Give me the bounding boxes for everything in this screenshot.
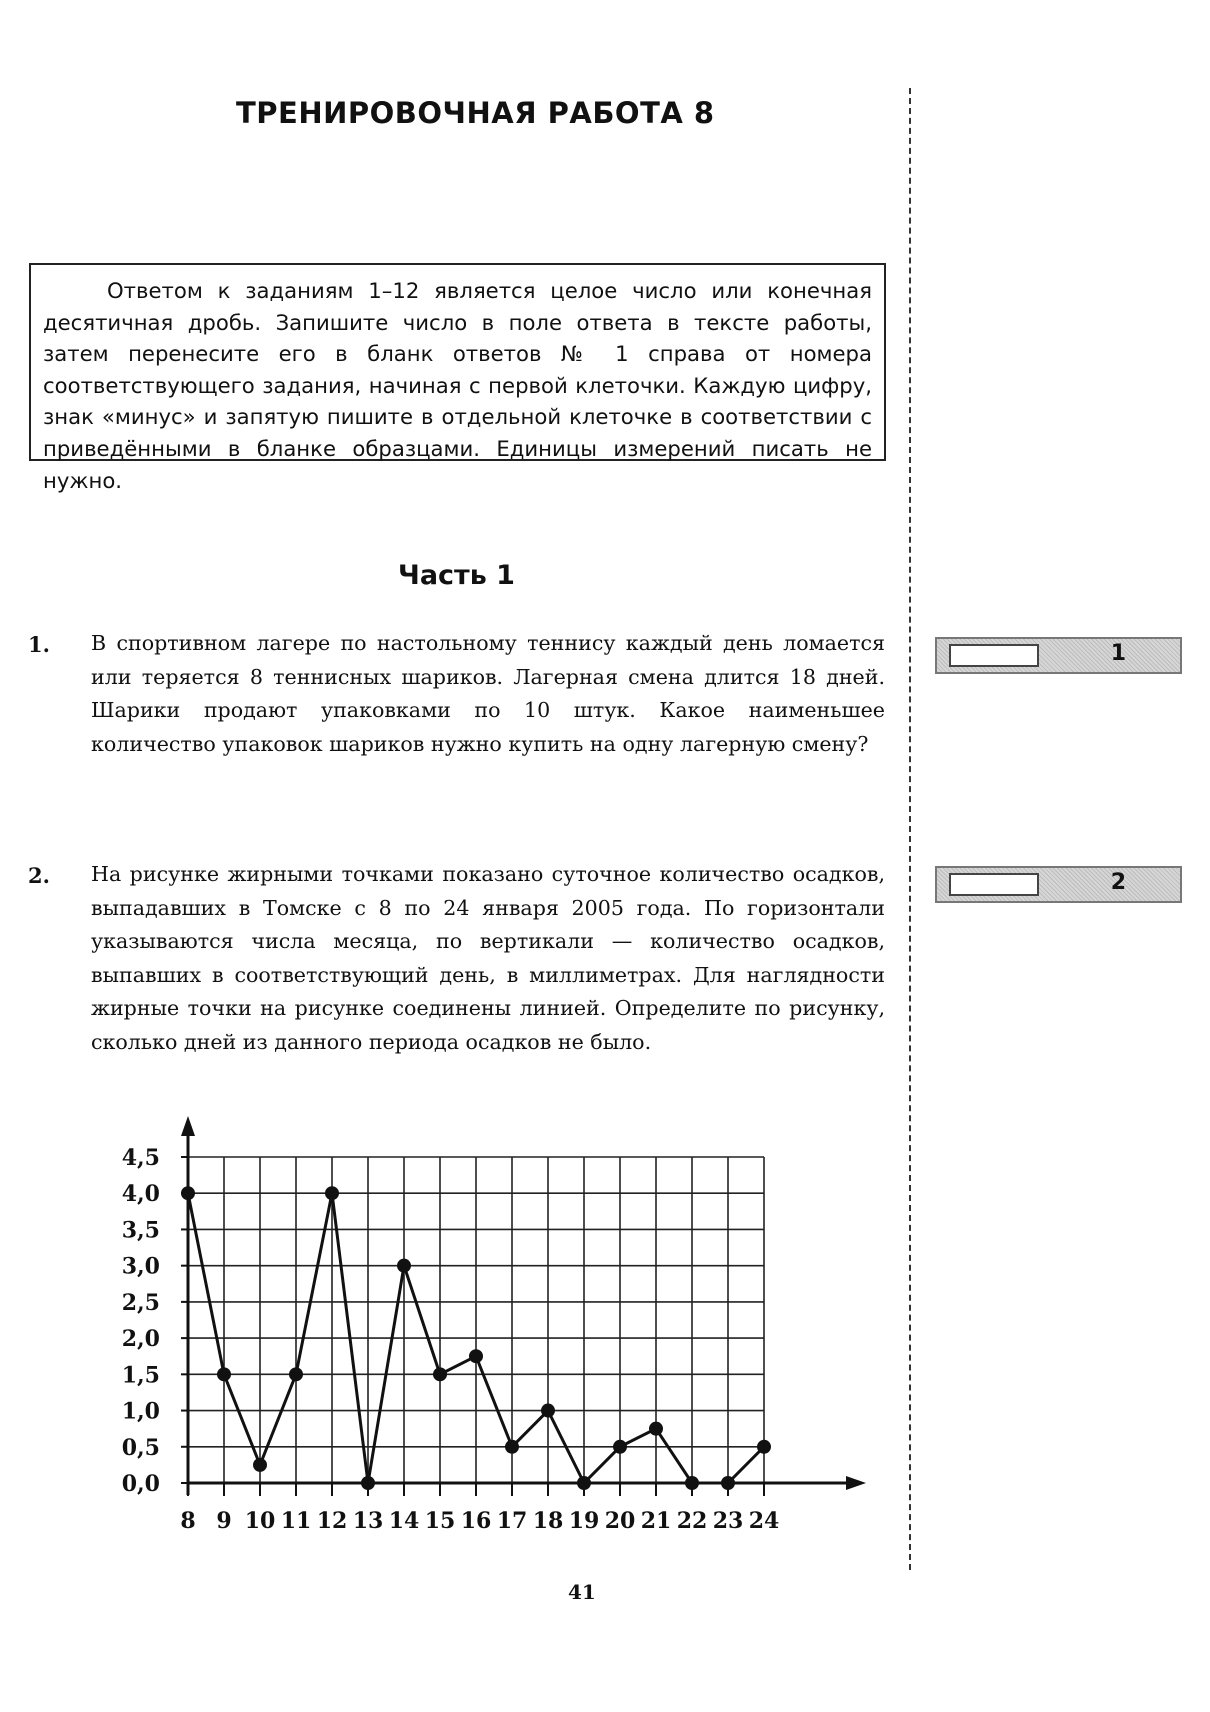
data-point: [613, 1440, 627, 1454]
data-point: [361, 1476, 375, 1490]
y-tick-label: 4,0: [121, 1181, 160, 1208]
part-heading: Часть 1: [398, 560, 515, 591]
data-point: [217, 1367, 231, 1381]
x-tick-label: 22: [676, 1508, 708, 1534]
y-tick-label: 2,0: [121, 1326, 160, 1353]
data-point: [289, 1367, 303, 1381]
data-point: [325, 1186, 339, 1200]
data-point: [649, 1422, 663, 1436]
answer-box-2-label: 2: [1110, 870, 1126, 895]
task-2-number: 2.: [28, 863, 50, 888]
y-tick-label: 0,0: [121, 1471, 160, 1497]
data-point: [469, 1349, 483, 1363]
task-1-text: В спортивном лагере по настольному теннису каждый день ломается или теряется 8 теннисных шариков. Лагерная смена длится 18 дней. Шарики продают упаковками по 10 штук. Какое наименьшее количество упаковок шариков нужно купить на одну лагерную смену?: [91, 631, 885, 756]
x-tick-label: 14: [388, 1508, 420, 1534]
y-tick-label: 4,5: [121, 1145, 160, 1171]
y-tick-label: 3,5: [121, 1217, 160, 1244]
x-tick-label: 24: [748, 1508, 780, 1534]
y-axis-arrow: [181, 1116, 195, 1136]
x-tick-label: 19: [568, 1508, 600, 1534]
y-tick-label: 3,0: [121, 1253, 160, 1280]
data-point: [757, 1440, 771, 1454]
data-point: [505, 1440, 519, 1454]
x-tick-label: 15: [424, 1508, 456, 1534]
y-tick-label: 1,0: [121, 1398, 160, 1425]
data-point: [397, 1259, 411, 1273]
page-title: ТРЕНИРОВОЧНАЯ РАБОТА 8: [236, 96, 715, 130]
page-number: 41: [568, 1580, 596, 1604]
x-tick-label: 12: [316, 1508, 348, 1534]
data-point: [433, 1367, 447, 1381]
data-point: [181, 1186, 195, 1200]
y-tick-label: 2,5: [121, 1289, 160, 1316]
x-tick-label: 13: [352, 1508, 384, 1534]
data-point: [685, 1476, 699, 1490]
data-point: [253, 1458, 267, 1472]
x-axis-arrow: [846, 1476, 866, 1490]
data-point: [721, 1476, 735, 1490]
chart-grid: [188, 1157, 764, 1483]
data-point: [577, 1476, 591, 1490]
x-tick-label: 11: [280, 1508, 312, 1534]
x-tick-label: 21: [640, 1508, 672, 1534]
x-tick-label: 18: [532, 1508, 564, 1534]
x-tick-label: 17: [496, 1508, 528, 1534]
x-tick-label: 9: [216, 1508, 232, 1534]
x-tick-label: 10: [244, 1508, 276, 1534]
x-tick-label: 23: [712, 1508, 744, 1534]
data-point: [541, 1404, 555, 1418]
x-tick-label: 20: [604, 1508, 636, 1534]
y-tick-label: 0,5: [121, 1434, 160, 1461]
x-tick-label: 8: [180, 1508, 196, 1534]
y-tick-label: 1,5: [121, 1362, 160, 1389]
task-1-number: 1.: [28, 632, 50, 657]
task-2-text: На рисунке жирными точками показано суточное количество осадков, выпадавших в Томске с 8 по 24 января 2005 года. По горизонтали указываются числа месяца, по вертикали — количество осадков, выпавших в соответствующий день, в миллиметрах. Для наглядности жирные точки на рисунке соединены линией. Определите по рисунку, сколько дней из данного периода осадков не было.: [91, 862, 885, 1054]
answer-box-1-label: 1: [1110, 641, 1126, 666]
x-tick-label: 16: [460, 1508, 492, 1534]
instructions-box: Ответом к заданиям 1–12 является целое число или конечная десятичная дробь. Запишите число в поле ответа в тексте работы, затем перенесите его в бланк ответов № 1 справа от номера соответствующего задания, начиная с первой клеточки. Каждую цифру, знак «минус» и запятую пишите в отдельной клеточке в соответствии с приведёнными в бланке образцами. Единицы измерений писать не нужно.: [29, 263, 886, 461]
